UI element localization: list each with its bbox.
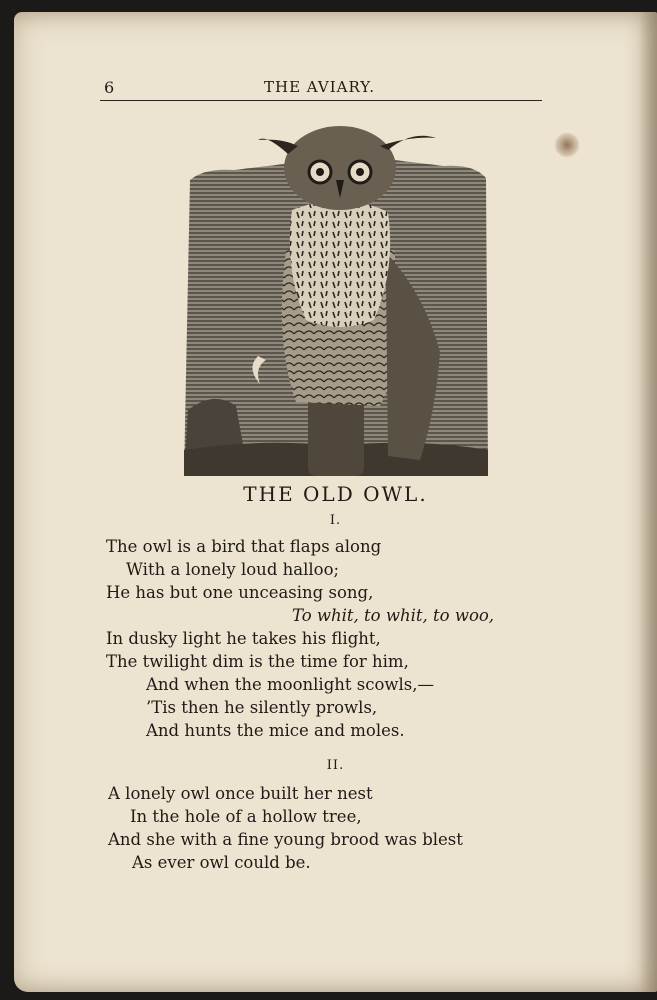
running-title: THE AVIARY. bbox=[264, 78, 376, 96]
poem-line: The twilight dim is the time for him, bbox=[106, 652, 409, 671]
stanza-number: II. bbox=[326, 758, 345, 773]
poem-line: ’Tis then he silently prowls, bbox=[146, 698, 378, 717]
poem-line: And when the moonlight scowls,— bbox=[146, 675, 435, 694]
poem-line: The owl is a bird that flaps along bbox=[106, 537, 382, 556]
poem-line: He has but one unceasing song, bbox=[106, 583, 374, 602]
poem-line: To whit, to whit, to woo, bbox=[292, 606, 495, 625]
book-page bbox=[14, 12, 657, 992]
paper-stain bbox=[554, 132, 580, 158]
poem-line: In dusky light he takes his flight, bbox=[106, 629, 381, 648]
poem-line: A lonely owl once built her nest bbox=[108, 784, 373, 803]
page-number: 6 bbox=[104, 78, 115, 97]
poem-line: With a lonely loud halloo; bbox=[126, 560, 340, 579]
owl-illustration-icon bbox=[174, 120, 492, 486]
poem-title: THE OLD OWL. bbox=[243, 482, 428, 506]
poem-line: And she with a fine young brood was blest bbox=[108, 830, 463, 849]
stanza-number: I. bbox=[329, 513, 342, 528]
poem-line: As ever owl could be. bbox=[132, 853, 311, 872]
header-rule bbox=[100, 100, 542, 101]
poem-line: In the hole of a hollow tree, bbox=[130, 807, 362, 826]
poem-line: And hunts the mice and moles. bbox=[146, 721, 405, 740]
